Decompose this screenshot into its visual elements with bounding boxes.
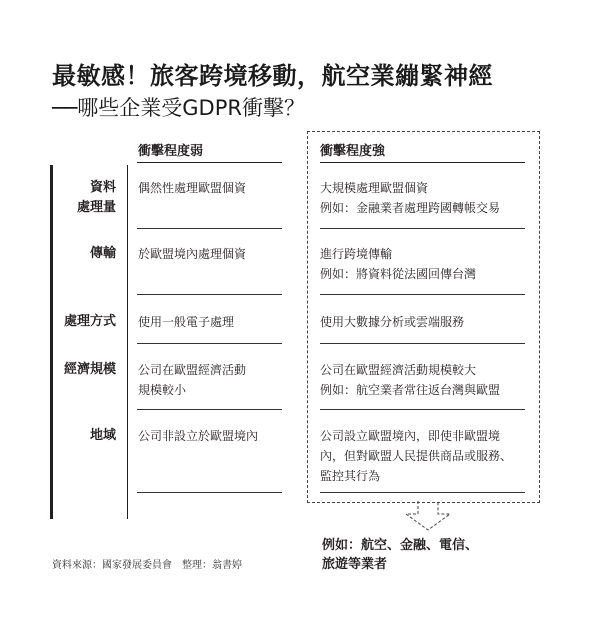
- strong-divider: [320, 492, 525, 493]
- weak-cell-economic-scale: 公司在歐盟經濟活動 規模較小: [138, 363, 247, 397]
- example-industries: 例如：航空、金融、電信、 旅遊等業者: [322, 538, 479, 572]
- source-credit: 資料來源：國家發展委員會 整理：翁書婷: [52, 560, 242, 571]
- weak-divider: [137, 409, 282, 410]
- weak-cell-processing-method: 使用一般電子處理: [138, 315, 235, 329]
- weak-cell-territory: 公司非設立於歐盟境內: [138, 429, 259, 443]
- weak-divider: [137, 492, 282, 493]
- page-subtitle: ──哪些企業受GDPR衝擊？: [52, 96, 305, 120]
- strong-divider: [320, 409, 525, 410]
- weak-header-rule: [137, 162, 282, 163]
- column-header-strong: 衝擊程度強: [320, 144, 386, 159]
- row-label-bracket: [50, 165, 128, 519]
- strong-divider: [320, 228, 525, 229]
- row-label-economic-scale: 經濟規模: [63, 362, 116, 377]
- weak-divider: [137, 228, 282, 229]
- weak-divider: [137, 294, 282, 295]
- weak-cell-transfer: 於歐盟境內處理個資: [138, 247, 247, 261]
- strong-cell-territory: 公司設立歐盟境內，即使非歐盟境 內，但對歐盟人民提供商品或服務、 監控其行為: [320, 429, 513, 483]
- strong-divider: [320, 343, 525, 344]
- row-label-data-volume: 資料 處理量: [76, 180, 116, 215]
- row-label-transfer: 傳輸: [89, 246, 116, 261]
- page-title: 最敏感！旅客跨境移動，航空業繃緊神經: [52, 62, 493, 90]
- down-arrow-icon: [402, 500, 454, 532]
- strong-cell-data-volume: 大規模處理歐盟個資 例如：金融業者處理跨國轉帳交易: [320, 181, 501, 215]
- row-label-territory: 地域: [89, 428, 116, 443]
- strong-divider: [320, 294, 525, 295]
- weak-cell-data-volume: 偶然性處理歐盟個資: [138, 181, 247, 195]
- strong-cell-processing-method: 使用大數據分析或雲端服務: [320, 315, 465, 329]
- weak-divider: [137, 343, 282, 344]
- strong-cell-economic-scale: 公司在歐盟經濟活動規模較大 例如：航空業者常往返台灣與歐盟: [320, 363, 501, 397]
- strong-cell-transfer: 進行跨境傳輸 例如：將資料從法國回傳台灣: [320, 247, 477, 281]
- row-label-processing-method: 處理方式: [63, 314, 116, 329]
- column-header-weak: 衝擊程度弱: [138, 144, 204, 159]
